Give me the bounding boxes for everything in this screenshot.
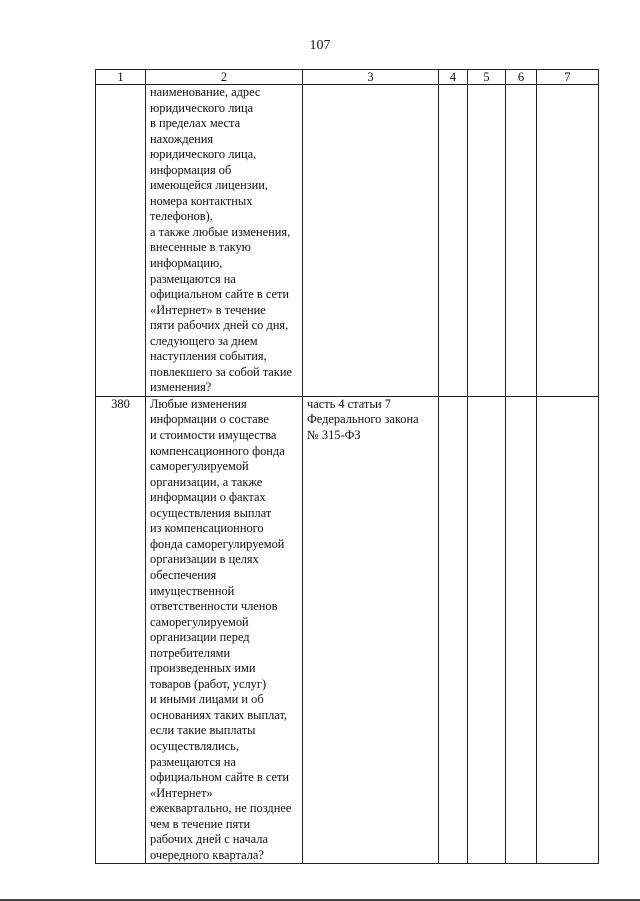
column-header-2: 2 [146, 70, 303, 85]
requirement-text-line: компенсационного фонда [150, 443, 285, 458]
requirement-text-line: фонда саморегулируемой [150, 536, 285, 551]
requirement-text-line: ежеквартально, не позднее [150, 801, 292, 816]
requirement-text-line: информации о составе [150, 412, 269, 427]
column-header-6: 6 [506, 70, 537, 85]
requirement-text-line: имущественной [150, 583, 235, 598]
table-row [96, 396, 599, 863]
requirement-text-line: саморегулируемой [150, 614, 249, 629]
column-header-7: 7 [537, 70, 599, 85]
empty-cell-column-7 [537, 396, 599, 863]
requirement-text-line: официальном сайте в сети [150, 770, 290, 785]
requirement-text-line: юридического лица, [150, 147, 257, 162]
row-number-cell [96, 85, 146, 397]
requirement-text-line: осуществления выплат [150, 505, 272, 520]
requirement-text-line: информацию, [150, 256, 223, 271]
requirement-text-line: информация об [150, 162, 232, 177]
requirement-text-line: имеющейся лицензии, [150, 178, 269, 193]
column-header-3: 3 [303, 70, 439, 85]
requirement-text-line: юридического лица [150, 100, 254, 115]
requirement-text-line: «Интернет» [150, 785, 213, 800]
row-number-cell: 380 [96, 396, 146, 863]
table-row [96, 85, 599, 397]
requirement-text-cell [146, 85, 303, 397]
requirement-text-line: из компенсационного [150, 521, 264, 536]
column-header-5: 5 [468, 70, 506, 85]
requirement-text-line: размещаются на [150, 754, 236, 769]
requirement-text-line: и иными лицами и об [150, 692, 264, 707]
requirement-text-line: основаниях таких выплат, [150, 707, 288, 722]
requirement-text-line: товаров (работ, услуг) [150, 676, 267, 691]
requirement-text-line: следующего за днем [150, 333, 258, 348]
empty-cell-column-4 [439, 396, 468, 863]
requirement-text-line: официальном сайте в сети [150, 287, 290, 302]
requirement-text-line: номера контактных [150, 193, 253, 208]
requirement-text-line: если такие выплаты [150, 723, 256, 738]
table-header-row [96, 70, 599, 85]
requirement-text-cell [146, 396, 303, 863]
column-header-4: 4 [439, 70, 468, 85]
requirement-text-line: пяти рабочих дней со дня, [150, 318, 289, 333]
requirement-text-line: Любые изменения [150, 396, 247, 411]
empty-cell-column-6 [506, 85, 537, 397]
legal-reference-cell [303, 85, 439, 397]
empty-cell-column-6 [506, 396, 537, 863]
legal-reference-line: Федерального закона [307, 412, 419, 427]
requirement-text-line: и стоимости имущества [150, 428, 277, 443]
legal-reference-line: № 315-ФЗ [307, 428, 361, 443]
column-header-1: 1 [96, 70, 146, 85]
requirement-text-line: организации, а также [150, 474, 263, 489]
page-number: 107 [309, 38, 331, 53]
requirement-text-line: повлекшего за собой такие [150, 364, 292, 379]
requirement-text-line: нахождения [150, 131, 214, 146]
empty-cell-column-7 [537, 85, 599, 397]
requirement-text-line: рабочих дней с начала [150, 832, 268, 847]
requirement-text-line: телефонов), [150, 209, 213, 224]
empty-cell-column-4 [439, 85, 468, 397]
requirement-text-line: осуществлялись, [150, 738, 239, 753]
empty-cell-column-5 [468, 396, 506, 863]
requirement-text-line: обеспечения [150, 567, 217, 582]
requirement-text-line: в пределах места [150, 116, 241, 131]
requirement-text-line: организации в целях [150, 552, 259, 567]
requirement-text-line: очередного квартала? [150, 847, 264, 862]
requirement-text-line: «Интернет» в течение [150, 302, 266, 317]
legal-reference-line: часть 4 статьи 7 [307, 396, 391, 411]
requirement-text-line: информации о фактах [150, 490, 266, 505]
requirement-text-line: потребителями [150, 645, 231, 660]
empty-cell-column-5 [468, 85, 506, 397]
requirement-text-line: наименование, адрес [150, 85, 261, 99]
requirement-text-line: размещаются на [150, 271, 236, 286]
requirement-text-line: организации перед [150, 630, 250, 645]
requirements-table [95, 69, 599, 864]
requirement-text-line: саморегулируемой [150, 459, 249, 474]
requirement-text-line: а также любые изменения, [150, 224, 291, 239]
requirement-text-line: ответственности членов [150, 599, 278, 614]
legal-reference-cell [303, 396, 439, 863]
requirement-text-line: чем в течение пяти [150, 816, 251, 831]
requirement-text-line: изменения? [150, 380, 212, 395]
requirement-text-line: наступления события, [150, 349, 267, 364]
requirement-text-line: внесенные в такую [150, 240, 251, 255]
requirement-text-line: произведенных ими [150, 661, 256, 676]
